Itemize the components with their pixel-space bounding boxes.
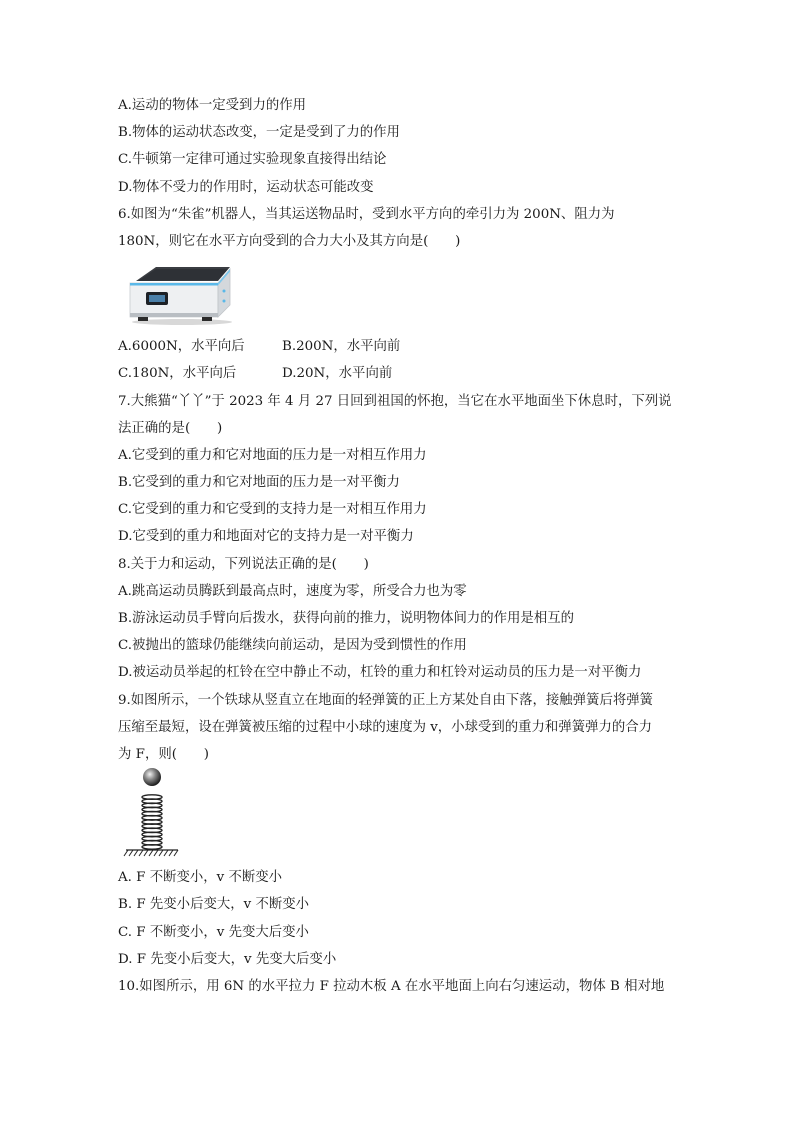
q5-option-c: C.牛顿第一定律可通过实验现象直接得出结论 [118, 152, 387, 168]
robot-figure [118, 255, 688, 333]
q6-stem-line2: 180N，则它在水平方向受到的合力大小及其方向是( ) [118, 233, 461, 249]
q9-stem-line2: 压缩至最短，设在弹簧被压缩的过程中小球的速度为 v，小球受到的重力和弹簧弹力的合力 [118, 719, 653, 735]
q8-option-b: B.游泳运动员手臂向后拨水，获得向前的推力，说明物体间力的作用是相互的 [118, 611, 574, 626]
q9-stem-line1: 9.如图所示，一个铁球从竖直立在地面的轻弹簧的正上方某处自由下落，接触弹簧后将弹簧 [118, 692, 654, 708]
q10-stem-line1: 10.如图所示，用 6N 的水平拉力 F 拉动木板 A 在水平地面上向右匀速运动，物体 B 相对地 [118, 978, 665, 994]
q7-stem-line2: 法正确的是( ) [118, 420, 223, 436]
q6-option-c: C.180N，水平向后 [118, 366, 237, 382]
spring-ball-icon [122, 768, 186, 862]
q5-option-b: B.物体的运动状态改变，一定是受到了力的作用 [118, 125, 400, 141]
q9-option-d: D. F 先变小后变大，v 先变大后变小 [118, 951, 337, 967]
q7-option-b: B.它受到的重力和它对地面的压力是一对平衡力 [118, 475, 400, 491]
ground-hatch [164, 850, 168, 856]
q9-option-a: A. F 不断变小，v 不断变小 [118, 870, 283, 886]
q5-option-a: A.运动的物体一定受到力的作用 [118, 98, 307, 113]
ground-hatch [149, 850, 153, 856]
q6-options-row2 [118, 360, 688, 387]
ground-hatch [169, 850, 173, 856]
ground-hatch [154, 850, 158, 856]
q9-stem-line3: 为 F，则( ) [118, 746, 209, 762]
question-page [118, 92, 688, 1000]
robot-icon [126, 261, 236, 327]
ball-spring-figure [118, 768, 688, 864]
q7-option-a: A.它受到的重力和它对地面的压力是一对相互作用力 [118, 447, 427, 463]
ground-hatch [139, 850, 143, 856]
q8-option-d: D.被运动员举起的杠铃在空中静止不动，杠铃的重力和杠铃对运动员的压力是一对平衡力 [118, 665, 642, 681]
q6-option-d: D.20N，水平向前 [282, 366, 393, 382]
q6-stem-line1: 6.如图为“朱雀”机器人，当其运送物品时，受到水平方向的牵引力为 200N、阻力为 [118, 206, 615, 222]
ground-hatch [174, 850, 178, 856]
q8-option-c: C.被抛出的篮球仍能继续向前运动，是因为受到惯性的作用 [118, 638, 467, 654]
ground-hatch [129, 850, 133, 856]
q8-stem: 8.关于力和运动，下列说法正确的是( ) [118, 556, 369, 572]
ground-hatch [159, 850, 163, 856]
ground-hatch [134, 850, 138, 856]
ground-hatch [144, 850, 148, 856]
q5-option-d: D.物体不受力的作用时，运动状态可能改变 [118, 179, 374, 195]
q9-option-c: C. F 不断变小，v 先变大后变小 [118, 924, 309, 940]
q6-option-a: A.6000N，水平向后 [118, 339, 245, 355]
q7-option-d: D.它受到的重力和地面对它的支持力是一对平衡力 [118, 529, 414, 545]
q7-option-c: C.它受到的重力和它受到的支持力是一对相互作用力 [118, 502, 427, 518]
spring-coil [142, 845, 162, 850]
ground-hatch [124, 850, 128, 856]
q9-option-b: B. F 先变小后变大，v 不断变小 [118, 897, 310, 913]
q8-option-a: A.跳高运动员腾跃到最高点时，速度为零，所受合力也为零 [118, 583, 467, 599]
q6-options-row1 [118, 333, 688, 360]
q6-option-b: B.200N，水平向前 [282, 339, 401, 355]
q7-stem-line1: 7.大熊猫“丫丫”于 2023 年 4 月 27 日回到祖国的怀抱，当它在水平地面坐下休息时，下列说 [118, 393, 672, 409]
